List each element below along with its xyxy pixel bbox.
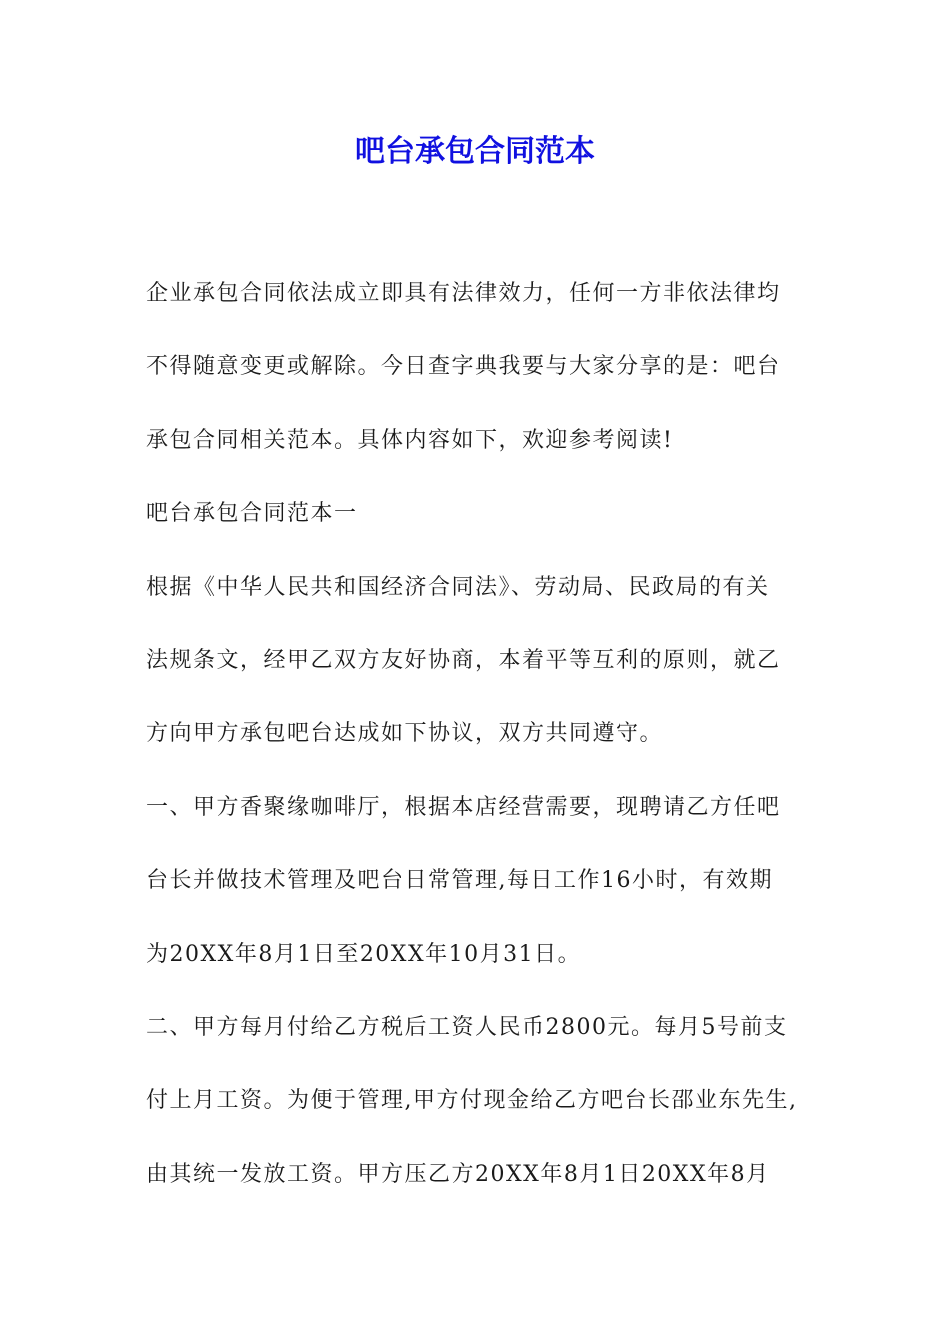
paragraph-line: 承包合同相关范本。具体内容如下，欢迎参考阅读! [146,427,674,453]
paragraph-line: 企业承包合同依法成立即具有法律效力，任何一方非依法律均 [146,281,781,306]
paragraph-line: 付上月工资。为便于管理,甲方付现金给乙方吧台长邵业东先生, [146,1088,798,1114]
paragraph-line: 不得随意变更或解除。今日查字典我要与大家分享的是：吧台 [146,354,781,380]
document-body [146,257,811,1211]
paragraph-line: 一、甲方香聚缘咖啡厅，根据本店经营需要，现聘请乙方任吧 [146,794,781,820]
document-title: 吧台承包合同范本 [355,134,595,169]
paragraph-line: 台长并做技术管理及吧台日常管理,每日工作16小时，有效期 [146,868,773,894]
paragraph-line: 方向甲方承包吧台达成如下协议，双方共同遵守。 [146,721,664,747]
paragraph-line: 为20XX年8月1日至20XX年10月31日。 [146,941,582,967]
paragraph-line: 根据《中华人民共和国经济合同法》、劳动局、民政局的有关 [146,574,770,600]
paragraph-line: 法规条文，经甲乙双方友好协商，本着平等互利的原则，就乙 [146,647,781,673]
paragraph-line: 由其统一发放工资。甲方压乙方20XX年8月1日20XX年8月 [146,1161,770,1187]
paragraph-line: 二、甲方每月付给乙方税后工资人民币2800元。每月5号前支 [146,1014,788,1040]
section-heading: 吧台承包合同范本一 [146,501,358,527]
